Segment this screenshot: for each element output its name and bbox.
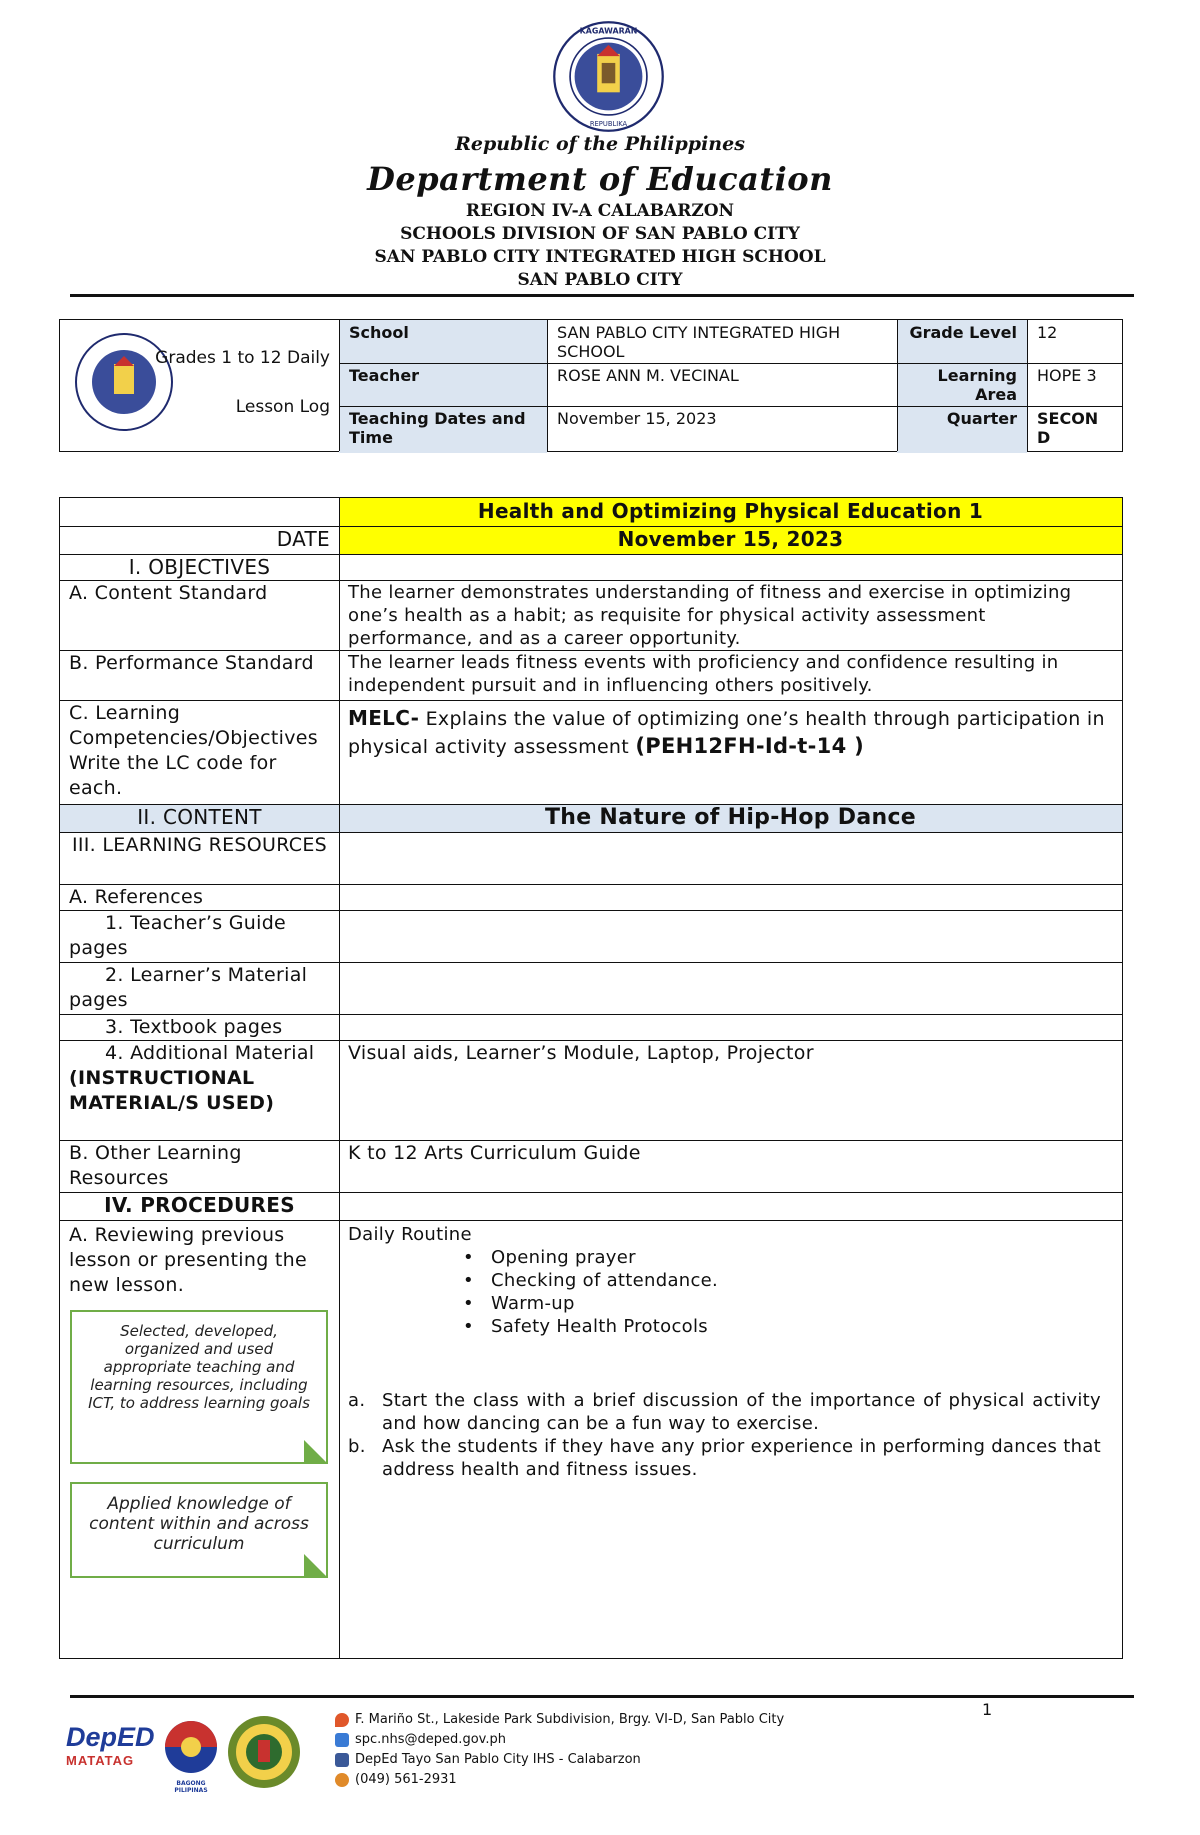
note-box-resources: [70, 1310, 328, 1464]
lesson-plan-table: [59, 497, 1123, 1659]
phone-icon: [335, 1773, 349, 1787]
bagong-pilipinas-text: BAGONG PILIPINAS: [174, 1780, 208, 1794]
page-number: 1: [982, 1700, 993, 1719]
daily-routine-label: Daily Routine: [348, 1224, 472, 1245]
header-divider: [70, 294, 1134, 297]
reviewing-label: A. Reviewing previous lesson or presenting the new lesson.: [69, 1224, 307, 1296]
activity-b-text: Ask the students if they have any prior experience in performing dances that address health and fitness issues.: [382, 1436, 1101, 1480]
content-heading: II. CONTENT: [60, 804, 339, 832]
school-value: SAN PABLO CITY INTEGRATED HIGH SCHOOL: [557, 323, 841, 361]
melc-cell: [339, 700, 1122, 804]
bagong-pilipinas-emblem-icon: [160, 1718, 222, 1776]
activity-a: [348, 1389, 1113, 1435]
objectives-heading: I. OBJECTIVES: [128, 555, 271, 579]
footer-email[interactable]: [355, 1732, 506, 1747]
routine-item: • Opening prayer: [463, 1246, 1113, 1269]
routine-item: • Checking of attendance.: [463, 1269, 1113, 1292]
location-pin-icon: [335, 1713, 349, 1727]
performance-standard-text: The learner leads fitness events with proficiency and confidence resulting in independent pursuit and in influencing others positively.: [348, 652, 1059, 696]
city-line: SAN PABLO CITY: [517, 270, 683, 290]
resources-heading: III. LEARNING RESOURCES: [71, 834, 328, 856]
other-resources-label: B. Other Learning Resources: [69, 1142, 242, 1189]
deped-seal-logo: [552, 20, 665, 133]
additional-material-bold: (INSTRUCTIONAL MATERIAL/S USED): [69, 1067, 275, 1114]
learners-material-label: 2. Learner’s Material pages: [69, 964, 308, 1011]
teacher-label: Teacher: [339, 363, 547, 406]
facebook-text: DepEd Tayo San Pablo City IHS - Calabarzon: [355, 1752, 641, 1767]
teachers-guide-label: 1. Teacher’s Guide pages: [69, 912, 287, 959]
additional-material-value: Visual aids, Learner’s Module, Laptop, Projector: [348, 1042, 814, 1064]
competencies-label: C. Learning Competencies/Objectives Write the LC code for each.: [69, 702, 318, 799]
note-box-knowledge: [70, 1482, 328, 1578]
date-label: DATE: [276, 527, 330, 551]
melc-prefix: MELC-: [348, 706, 420, 730]
activity-a-marker: a.: [348, 1390, 366, 1411]
activity-a-text: Start the class with a brief discussion of the importance of physical activity and how dancing can be a fun way to exercise.: [382, 1390, 1101, 1434]
email-text: spc.nhs@deped.gov.ph: [355, 1732, 506, 1747]
activity-b-marker: b.: [348, 1436, 366, 1457]
routine-item: • Warm-up: [463, 1292, 1113, 1315]
additional-material-cell: [60, 1040, 339, 1140]
division-line: SCHOOLS DIVISION OF SAN PABLO CITY: [400, 224, 800, 244]
phone-text: (049) 561-2931: [355, 1772, 457, 1787]
content-standard-text: The learner demonstrates understanding of fitness and exercise in optimizing one’s health as a habit; as requisite for physical activity assessment performance, and as a career opportunity.: [348, 582, 1072, 649]
bagong-pilipinas-logo: [160, 1718, 222, 1794]
performance-standard-label: B. Performance Standard: [69, 652, 314, 674]
melc-text: Explains the value of optimizing one’s health through participation in physical activity assessment: [348, 708, 1105, 758]
school-line: SAN PABLO CITY INTEGRATED HIGH SCHOOL: [374, 247, 826, 267]
melc-code: (PEH12FH-Id-t-14 ): [635, 734, 864, 758]
teaching-dates-label: Teaching Dates and Time: [339, 406, 547, 453]
date-value: November 15, 2023: [339, 526, 1122, 554]
footer-address: [355, 1712, 784, 1727]
department-title: Department of Education: [367, 160, 833, 198]
address-text: F. Mariño St., Lakeside Park Subdivision, Brgy. VI-D, San Pablo City: [355, 1712, 785, 1727]
note-resources-text: Selected, developed, organized and used appropriate teaching and learning resources, including ICT, to address learning goals: [88, 1322, 310, 1412]
subject-title: Health and Optimizing Physical Education 1: [339, 498, 1122, 526]
grade-level-label: Grade Level: [897, 320, 1027, 363]
quarter-value: SECON D: [1037, 409, 1099, 447]
content-standard-label: A. Content Standard: [69, 582, 268, 604]
footer-divider: [70, 1695, 1134, 1698]
svg-text:REPUBLIKA: REPUBLIKA: [589, 120, 628, 129]
email-icon: [335, 1733, 349, 1747]
learning-area-value: HOPE 3: [1037, 366, 1097, 385]
deped-logo-text: DepED: [66, 1722, 155, 1752]
school-label: School: [339, 320, 547, 363]
note-knowledge-text: Applied knowledge of content within and across curriculum: [89, 1494, 309, 1554]
additional-material-label: 4. Additional Material: [105, 1042, 315, 1064]
school-seal-logo: [226, 1714, 302, 1790]
matatag-logo-text: MATATAG: [66, 1753, 135, 1768]
routine-list: [463, 1246, 1113, 1338]
other-resources-value: K to 12 Arts Curriculum Guide: [348, 1142, 641, 1164]
learning-area-label: Learning Area: [897, 363, 1027, 406]
quarter-label: Quarter: [897, 406, 1027, 453]
textbook-label: 3. Textbook pages: [105, 1016, 283, 1038]
log-title-line1: Grades 1 to 12 Daily: [155, 348, 330, 368]
svg-text:KAGAWARAN: KAGAWARAN: [579, 26, 638, 36]
footer-phone: [355, 1772, 457, 1787]
content-title: The Nature of Hip-Hop Dance: [339, 804, 1122, 832]
lesson-log-info-table: [59, 319, 1123, 452]
region-line: REGION IV-A CALABARZON: [465, 201, 735, 221]
references-label: A. References: [69, 886, 204, 908]
republic-line: Republic of the Philippines: [455, 133, 745, 155]
activity-b: [348, 1435, 1113, 1481]
facebook-icon: [335, 1753, 349, 1767]
teaching-dates-value: November 15, 2023: [557, 409, 717, 428]
procedures-heading: IV. PROCEDURES: [104, 1193, 295, 1217]
routine-item: • Safety Health Protocols: [463, 1315, 1113, 1338]
procedure-content: [339, 1220, 1122, 1658]
grade-level-value: 12: [1037, 323, 1058, 342]
teacher-value: ROSE ANN M. VECINAL: [557, 366, 739, 385]
footer-facebook[interactable]: [355, 1752, 641, 1767]
deped-matatag-logo: [66, 1722, 155, 1792]
log-title-line2: Lesson Log: [235, 397, 330, 417]
